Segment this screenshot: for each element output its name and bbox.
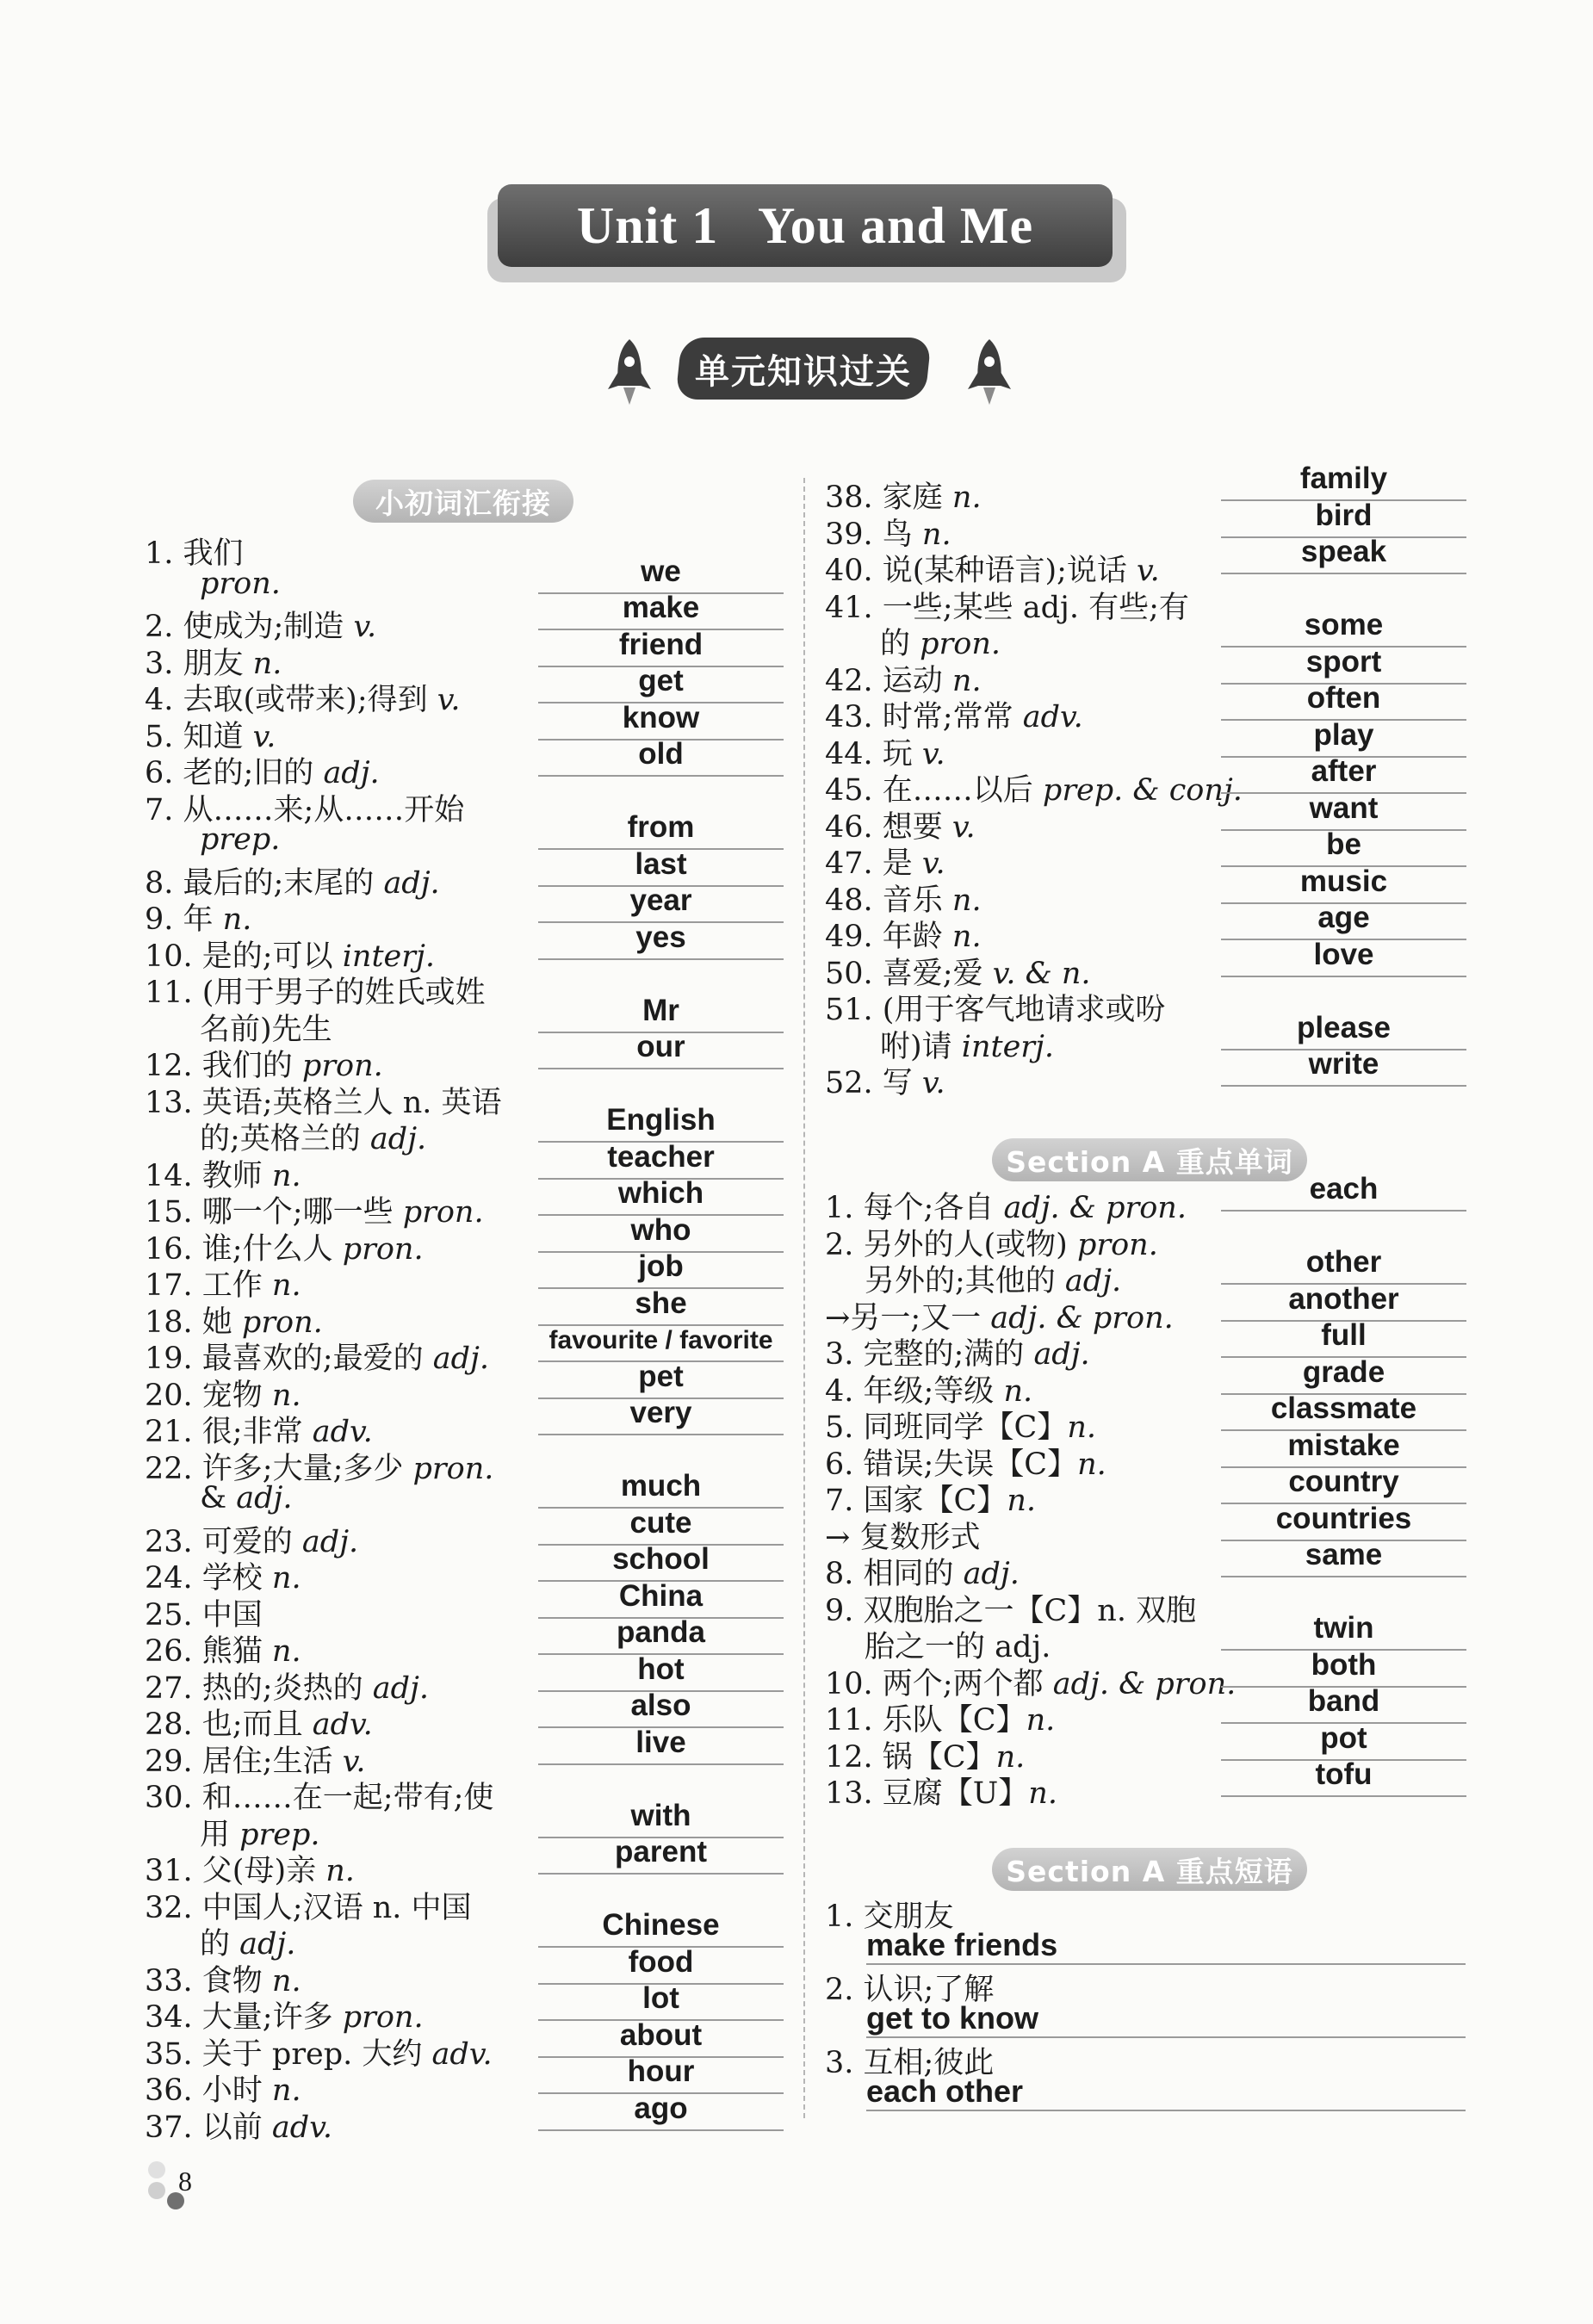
part-of-speech: pron. [412, 1451, 494, 1486]
prompt-text: 2. 使成为;制造 [145, 610, 354, 644]
answer-text: about [619, 2017, 703, 2052]
part-of-speech: interj. [961, 1029, 1055, 1064]
part-of-speech: adj. [1064, 1264, 1122, 1298]
item-prompt [145, 1884, 472, 1927]
answer-text: favourite / favorite [549, 1326, 773, 1354]
prompt-text: 名前)先生 [200, 1012, 332, 1047]
answer-text: much [620, 1469, 702, 1503]
prompt-text: 9. 年 [145, 902, 223, 937]
prompt-text: 46. 想要 [825, 809, 952, 845]
part-of-speech: n. [271, 1561, 301, 1596]
part-of-speech: v. [951, 809, 976, 845]
answer-text: speak [1300, 535, 1387, 568]
part-of-speech: n. [271, 1378, 301, 1413]
section-tag-key-words: Section A 重点单词 [992, 1138, 1307, 1181]
prompt-text: 49. 年龄 [825, 920, 952, 954]
part-of-speech: adj. [383, 865, 440, 901]
answer-text: be [1326, 827, 1361, 861]
prompt-text: 47. 是 [825, 846, 922, 881]
answer-text: classmate [1270, 1391, 1417, 1425]
answer-text: she [635, 1286, 687, 1320]
part-of-speech: adj. [239, 1927, 296, 1961]
prompt-text: 41. 一些;某些 adj. 有些;有 [825, 590, 1189, 625]
prompt-text: 11. (用于男子的姓氏或姓 [145, 976, 486, 1010]
prompt-text: 18. 她 [145, 1305, 242, 1340]
answer-text: countries [1275, 1501, 1412, 1535]
answer-underline [538, 775, 784, 777]
part-of-speech: n. [1003, 1373, 1033, 1409]
part-of-speech: n. [1028, 1776, 1057, 1811]
prompt-text: 45. 在……以后 [825, 773, 1043, 808]
prompt-text: 用 [200, 1817, 240, 1852]
hex-decoration [148, 2182, 165, 2199]
answer-text: please [1297, 1010, 1391, 1044]
prompt-text: 1. 每个;各自 [825, 1191, 1004, 1225]
answer-text: also [630, 1689, 691, 1722]
answer-text: Mr [642, 993, 679, 1027]
prompt-text: 胎之一的 adj. [865, 1630, 1051, 1664]
part-of-speech: adj. & pron. [990, 1300, 1174, 1336]
prompt-text: 3. 完整的;满的 [825, 1337, 1034, 1372]
answer-text: music [1299, 864, 1388, 898]
answer-text: pot [1320, 1720, 1367, 1755]
answer-text: sport [1305, 644, 1382, 679]
prompt-text: 37. 以前 [145, 2110, 272, 2145]
part-of-speech: adj. & pron. [1003, 1191, 1187, 1225]
answer-text: other [1305, 1245, 1382, 1279]
part-of-speech: v. [921, 736, 945, 772]
prompt-text: 8. 相同的 [825, 1557, 964, 1591]
prompt-text: 20. 宠物 [145, 1378, 272, 1413]
part-of-speech: n. [1077, 1447, 1106, 1482]
prompt-text: 4. 去取(或带来);得到 [145, 683, 437, 717]
part-of-speech: prep. & conj. [1042, 773, 1243, 808]
prompt-text: 23. 可爱的 [145, 1524, 302, 1559]
answer-text: both [1311, 1647, 1377, 1682]
prompt-text: 9. 双胞胎之一【C】n. 双胞 [825, 1593, 1197, 1628]
part-of-speech: n. [995, 1739, 1026, 1775]
answer-text: job [638, 1249, 684, 1283]
prompt-text: 40. 说(某种语言);说话 [825, 554, 1137, 588]
answer-text: pet [638, 1359, 684, 1393]
answer-text: food [628, 1944, 694, 1979]
part-of-speech: pron. [301, 1049, 383, 1083]
answer-underline [538, 1068, 784, 1069]
prompt-text: 42. 运动 [825, 663, 952, 698]
part-of-speech: n. [951, 920, 982, 954]
answer-text: often [1306, 681, 1381, 715]
answer-text: who [630, 1212, 691, 1247]
part-of-speech: n. [252, 646, 282, 681]
part-of-speech: n. [222, 902, 252, 937]
answer-text: family [1299, 462, 1388, 495]
phrase-answer: each other [866, 2073, 1024, 2109]
part-of-speech: pron. [342, 2000, 424, 2035]
answer-text: love [1313, 937, 1374, 971]
section-tag-key-phrases: Section A 重点短语 [992, 1848, 1307, 1891]
answer-text: hot [637, 1652, 685, 1686]
prompt-text: 43. 时常;常常 [825, 700, 1023, 734]
part-of-speech: n. [921, 517, 951, 552]
part-of-speech: pron. [200, 566, 281, 601]
item-prompt [200, 1481, 293, 1515]
item-prompt [145, 786, 464, 829]
part-of-speech: pron. [402, 1195, 484, 1230]
answer-text: Chinese [602, 1908, 720, 1942]
phrase-prompt: 1. 交朋友 [825, 1899, 954, 1934]
item-prompt [825, 1769, 1057, 1813]
part-of-speech: v. [353, 610, 377, 644]
prompt-text: 38. 家庭 [825, 480, 952, 515]
unit-title: Unit 1 You and Me [498, 184, 1113, 267]
prompt-text: 44. 玩 [825, 736, 922, 772]
part-of-speech: n. [951, 883, 982, 918]
answer-text: get [638, 664, 684, 697]
answer-underline [1221, 1085, 1466, 1087]
prompt-text: 10. 是的;可以 [145, 939, 343, 974]
part-of-speech: pron. [342, 1231, 424, 1267]
answer-text: twin [1313, 1611, 1374, 1645]
part-of-speech: pron. [241, 1305, 323, 1340]
prompt-text: 13. 英语;英格兰人 n. 英语 [145, 1085, 502, 1120]
phrase-prompt: 3. 互相;彼此 [825, 2046, 995, 2080]
answer-text: friend [618, 627, 704, 661]
answer-text: want [1309, 790, 1379, 825]
answer-text: our [636, 1030, 685, 1063]
phrase-underline [866, 2110, 1466, 2111]
prompt-text: 35. 关于 prep. 大约 [145, 2036, 432, 2072]
part-of-speech: v. [921, 1066, 945, 1100]
part-of-speech: n. [271, 1963, 301, 1999]
part-of-speech: adj. [1033, 1337, 1090, 1372]
part-of-speech: adv. [312, 1707, 373, 1742]
part-of-speech: prep. [239, 1817, 320, 1852]
answer-text: each [1309, 1172, 1379, 1205]
prompt-text: 30. 和……在一起;带有;使 [145, 1781, 494, 1815]
part-of-speech: adj. & pron. [1052, 1666, 1237, 1701]
answer-text: grade [1302, 1354, 1385, 1389]
answer-underline [1221, 1795, 1466, 1797]
answer-text: ago [634, 2091, 688, 2125]
rocket-icon-left [603, 338, 656, 408]
phrase-prompt: 2. 认识;了解 [825, 1973, 995, 2007]
answer-text: with [630, 1798, 691, 1832]
answer-text: mistake [1287, 1428, 1400, 1462]
phrase-answer: get to know [866, 2000, 1038, 2036]
answer-text: lot [642, 1981, 679, 2015]
answer-text: panda [616, 1615, 706, 1649]
answer-text: country [1288, 1465, 1399, 1498]
part-of-speech: v. [921, 846, 945, 881]
prompt-text: 32. 中国人;汉语 n. 中国 [145, 1890, 472, 1925]
answer-underline [1221, 573, 1466, 574]
answer-text: China [618, 1578, 704, 1613]
answer-text: we [641, 554, 681, 588]
item-prompt [145, 1445, 493, 1488]
prompt-text: → 复数形式 [825, 1520, 981, 1555]
prompt-text: →另一;又一 [825, 1300, 991, 1336]
answer-text: parent [615, 1835, 707, 1868]
answer-text: from [627, 810, 695, 844]
part-of-speech: adj. [372, 1670, 429, 1706]
part-of-speech: adv. [431, 2036, 493, 2072]
item-prompt [200, 822, 280, 857]
prompt-text: 3. 朋友 [145, 646, 253, 681]
answer-text: live [635, 1725, 686, 1759]
prompt-text: 的 [880, 627, 920, 661]
prompt-text: 5. 知道 [145, 719, 253, 754]
prompt-text: 11. 乐队【C】 [825, 1703, 1026, 1738]
answer-text: cute [629, 1505, 692, 1540]
part-of-speech: n. [1067, 1410, 1096, 1445]
answer-underline [538, 2129, 784, 2131]
answer-text: make [622, 591, 700, 624]
prompt-text: 50. 喜爱;爱 [825, 956, 993, 991]
page-number: 8 [178, 2166, 192, 2197]
prompt-text: 28. 也;而且 [145, 1707, 313, 1742]
part-of-speech: pron. [920, 627, 1001, 661]
prompt-text: 4. 年级;等级 [825, 1373, 1004, 1409]
part-of-speech: n. [951, 480, 982, 515]
part-of-speech: interj. [342, 939, 435, 974]
part-of-speech: v. & n. [992, 956, 1091, 991]
part-of-speech: n. [325, 1854, 355, 1888]
item-prompt [200, 567, 281, 601]
prompt-text: 5. 同班同学【C】 [825, 1410, 1068, 1445]
prompt-text: 33. 食物 [145, 1963, 272, 1999]
prompt-text: 8. 最后的;末尾的 [145, 865, 384, 901]
part-of-speech: n. [271, 2073, 301, 2108]
answer-text: English [606, 1103, 716, 1137]
prompt-text: 7. 从……来;从……开始 [145, 792, 465, 827]
part-of-speech: adj. [963, 1557, 1020, 1591]
part-of-speech: pron. [1076, 1227, 1158, 1262]
answer-text: yes [635, 920, 686, 954]
prompt-text: 13. 豆腐【U】 [825, 1776, 1029, 1811]
prompt-text: 17. 工作 [145, 1268, 272, 1303]
answer-text: full [1321, 1318, 1367, 1352]
answer-text: last [635, 846, 687, 881]
prompt-text: 52. 写 [825, 1066, 922, 1100]
answer-text: old [638, 737, 684, 771]
part-of-speech: n. [271, 1268, 301, 1303]
answer-text: know [622, 700, 700, 734]
part-of-speech: n. [1007, 1484, 1036, 1518]
prompt-text: 19. 最喜欢的;最爱的 [145, 1342, 433, 1376]
answer-text: some [1304, 608, 1384, 641]
prompt-text: 7. 国家【C】 [825, 1484, 1007, 1518]
part-of-speech: adj. [236, 1481, 293, 1515]
part-of-speech: adv. [312, 1415, 373, 1449]
part-of-speech: n. [1026, 1703, 1056, 1738]
phrase-underline [866, 1963, 1466, 1965]
answer-text: teacher [607, 1139, 715, 1174]
part-of-speech: n. [271, 1158, 301, 1193]
prompt-text: 24. 学校 [145, 1561, 272, 1596]
prompt-text: 36. 小时 [145, 2073, 272, 2108]
section-tag-vocab: 小初词汇衔接 [353, 480, 573, 523]
answer-text: school [612, 1542, 710, 1576]
answer-underline [1221, 1576, 1466, 1577]
column-divider [803, 478, 805, 2118]
prompt-text: 15. 哪一个;哪一些 [145, 1195, 403, 1230]
prompt-text: 26. 熊猫 [145, 1634, 272, 1669]
prompt-text: 6. 错误;失误【C】 [825, 1447, 1078, 1482]
part-of-speech: adv. [271, 2110, 332, 2145]
answer-underline [538, 1873, 784, 1875]
prompt-text: 21. 很;非常 [145, 1415, 313, 1449]
answer-underline [538, 958, 784, 960]
prompt-text: 34. 大量;许多 [145, 2000, 343, 2035]
answer-underline [1221, 976, 1466, 977]
answer-text: hour [627, 2054, 695, 2088]
hex-decoration [148, 2161, 165, 2178]
part-of-speech: adj. [369, 1122, 427, 1156]
prompt-text: 1. 我们 [145, 536, 244, 571]
answer-text: after [1311, 754, 1377, 788]
prompt-text: 27. 热的;炎热的 [145, 1670, 373, 1706]
part-of-speech: prep. [200, 822, 281, 857]
phrase-underline [866, 2036, 1466, 2038]
answer-text: bird [1315, 498, 1373, 532]
prompt-text: 31. 父(母)亲 [145, 1854, 326, 1888]
answer-text: write [1308, 1047, 1379, 1081]
answer-text: year [629, 883, 692, 917]
prompt-text: 6. 老的;旧的 [145, 756, 324, 790]
answer-underline [538, 1763, 784, 1765]
answer-underline [538, 1434, 784, 1435]
prompt-text: 另外的;其他的 [865, 1264, 1065, 1298]
prompt-text: 2. 另外的人(或物) [825, 1227, 1077, 1262]
part-of-speech: adj. [301, 1524, 359, 1559]
prompt-text: 12. 锅【C】 [825, 1739, 996, 1775]
rocket-icon-right [963, 338, 1016, 408]
part-of-speech: v. [437, 683, 461, 717]
prompt-text: 22. 许多;大量;多少 [145, 1451, 413, 1486]
answer-text: which [617, 1176, 704, 1210]
part-of-speech: v. [252, 719, 276, 754]
prompt-text: 咐)请 [880, 1029, 962, 1064]
prompt-text: 10. 两个;两个都 [825, 1666, 1053, 1701]
prompt-text: 39. 鸟 [825, 517, 922, 552]
part-of-speech: n. [951, 663, 982, 698]
prompt-text: 48. 音乐 [825, 883, 952, 918]
prompt-text: 的 [200, 1927, 240, 1961]
answer-text: band [1307, 1684, 1380, 1718]
answer-text: tofu [1315, 1757, 1373, 1791]
banner-label: 单元知识过关 [695, 351, 912, 392]
answer-text: age [1317, 901, 1370, 934]
answer-text: very [629, 1396, 692, 1429]
answer-text: play [1313, 717, 1374, 752]
prompt-text: 12. 我们的 [145, 1049, 302, 1083]
prompt-text: 的;英格兰的 [200, 1122, 370, 1156]
answer-underline [1221, 1210, 1466, 1212]
prompt-text: & [200, 1481, 237, 1515]
answer-text: another [1288, 1281, 1399, 1316]
item-prompt [145, 2104, 332, 2147]
section-banner [675, 338, 932, 400]
part-of-speech: v. [342, 1744, 366, 1779]
prompt-text: 29. 居住;生活 [145, 1744, 343, 1779]
part-of-speech: adj. [432, 1342, 489, 1376]
phrase-answer: make friends [866, 1927, 1058, 1962]
prompt-text: 25. 中国 [145, 1597, 263, 1633]
part-of-speech: n. [271, 1634, 301, 1669]
prompt-text: 51. (用于客气地请求或吩 [825, 993, 1166, 1027]
prompt-text: 14. 教师 [145, 1158, 272, 1193]
prompt-text: 16. 谁;什么人 [145, 1231, 343, 1267]
answer-text: same [1305, 1538, 1383, 1571]
part-of-speech: adj. [323, 756, 380, 790]
part-of-speech: v. [1137, 554, 1160, 588]
item-prompt [825, 1059, 945, 1102]
part-of-speech: adv. [1022, 700, 1083, 734]
